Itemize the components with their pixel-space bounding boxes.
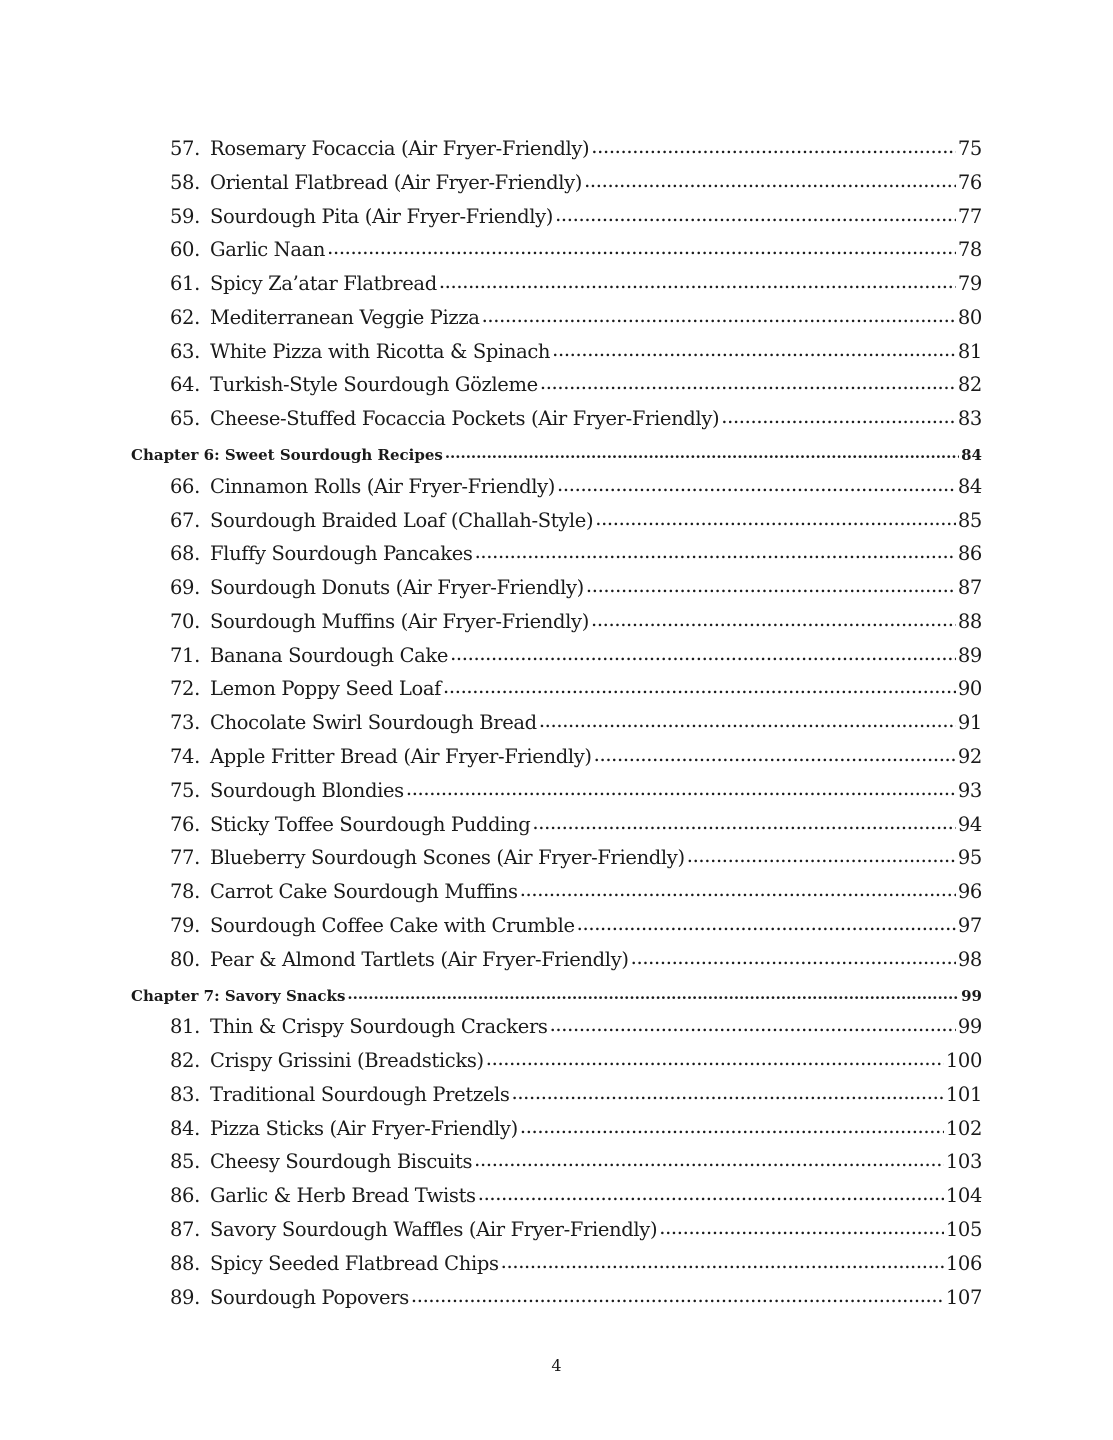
toc-page-number: 78 [957,238,982,262]
toc-entry-number: 58. [170,170,200,194]
toc-entry-number: 87. [170,1217,200,1241]
toc-page-number: 77 [957,204,982,228]
toc-entry[interactable] [170,871,982,903]
dot-leader [555,203,956,226]
toc-entry[interactable] [170,398,982,430]
dot-leader [327,236,956,259]
toc-entry[interactable] [170,331,982,363]
toc-chapter-heading[interactable] [131,432,982,464]
toc-entry-number: 88. [170,1251,200,1275]
toc-entry[interactable] [170,939,982,971]
toc-page-number: 85 [957,508,982,532]
dot-leader [520,1115,944,1138]
toc-entry-title: Spicy Za’atar Flatbread [210,272,437,296]
toc-entry-number: 69. [170,576,200,600]
toc-chapter-heading[interactable] [131,973,982,1005]
toc-entry-title: Pear & Almond Tartlets (Air Fryer-Friendly) [210,947,629,971]
toc-entry[interactable] [170,736,982,768]
toc-entry-number: 80. [170,947,200,971]
toc-entry-number: 57. [170,137,200,160]
page-number: 4 [551,1356,562,1375]
toc-entry-title: Spicy Seeded Flatbread Chips [210,1251,499,1275]
toc-page-number: 81 [957,339,982,363]
dot-leader [474,1148,944,1171]
toc-entry-title: Thin & Crispy Sourdough Crackers [210,1015,548,1039]
toc-entry-number: 70. [170,609,200,633]
dot-leader [591,135,956,158]
toc-page-number: 106 [945,1251,982,1275]
toc-entry[interactable] [170,466,982,498]
toc-entry-title: Sourdough Coffee Cake with Crumble [210,913,575,937]
dot-leader [406,777,956,800]
toc-entry-title: Oriental Flatbread (Air Fryer-Friendly) [210,170,583,194]
toc-entry-title: White Pizza with Ricotta & Spinach [210,339,551,363]
toc-entry[interactable] [170,500,982,532]
dot-leader [501,1250,944,1273]
toc-entry[interactable] [170,804,982,836]
toc-entry[interactable] [170,635,982,667]
toc-entry-number: 89. [170,1285,200,1309]
toc-entry-title: Sourdough Donuts (Air Fryer-Friendly) [210,576,584,600]
toc-entry-number: 81. [170,1015,200,1039]
toc-entry[interactable] [170,905,982,937]
toc-entry-title: Blueberry Sourdough Scones (Air Fryer-Friendly) [210,846,685,870]
toc-entry-title: Savory Sourdough Waffles (Air Fryer-Friendly) [210,1217,658,1241]
toc-chapter-title: Chapter 7: Savory Snacks [131,986,346,1005]
toc-page-number: 98 [957,947,982,971]
toc-entry[interactable] [170,364,982,396]
toc-page-number: 103 [945,1150,982,1174]
toc-entry[interactable] [170,668,982,700]
toc-entry-number: 65. [170,407,200,431]
toc-entry[interactable] [170,1175,982,1207]
toc-entry-title: Apple Fritter Bread (Air Fryer-Friendly) [210,745,592,769]
toc-entry-number: 59. [170,204,200,228]
toc-entry-number: 60. [170,238,200,262]
toc-page-number: 95 [957,846,982,870]
dot-leader [687,844,956,867]
toc-entry-title: Banana Sourdough Cake [210,643,449,667]
dot-leader [520,878,956,901]
toc-entry-number: 66. [170,474,200,498]
toc-page-number: 87 [957,576,982,600]
toc-page-number: 102 [945,1116,982,1140]
toc-entry[interactable] [170,1243,982,1275]
toc-entry-number: 82. [170,1049,200,1073]
dot-leader [539,709,956,732]
toc-entry-number: 71. [170,643,200,667]
dot-leader [511,1081,943,1104]
toc-entry-title: Mediterranean Veggie Pizza [210,305,480,329]
dot-leader [445,444,959,462]
toc-entry-title: Rosemary Focaccia (Air Fryer-Friendly) [210,137,590,160]
toc-entry-number: 73. [170,711,200,735]
toc-page-number: 97 [957,913,982,937]
toc-entry-title: Chocolate Swirl Sourdough Bread [210,711,537,735]
toc-entry[interactable] [170,1209,982,1241]
dot-leader [540,371,956,394]
toc-page-number: 84 [961,446,982,465]
toc-page-number: 76 [957,170,982,194]
dot-leader [411,1284,944,1307]
dot-leader [631,946,956,969]
toc-page-number: 99 [961,986,982,1005]
toc-entry-title: Garlic Naan [210,238,326,262]
toc-entry[interactable] [170,128,982,160]
toc-entry-title: Garlic & Herb Bread Twists [210,1184,476,1208]
dot-leader [721,405,956,428]
toc-entry[interactable] [170,837,982,869]
toc-entry-number: 61. [170,272,200,296]
dot-leader [586,574,956,597]
toc-entry-title: Cheesy Sourdough Biscuits [210,1150,473,1174]
toc-entry-number: 64. [170,373,200,397]
toc-entry[interactable] [170,702,982,734]
dot-leader [439,270,956,293]
toc-page-number: 105 [945,1217,982,1241]
toc-page-number: 90 [957,677,982,701]
toc-entry-number: 77. [170,846,200,870]
toc-entry[interactable] [170,229,982,261]
toc-entry[interactable] [170,1108,982,1140]
toc-entry-number: 83. [170,1082,200,1106]
dot-leader [659,1216,944,1239]
toc-entry-number: 84. [170,1116,200,1140]
toc-entry-number: 85. [170,1150,200,1174]
toc-page-number: 80 [957,305,982,329]
dot-leader [584,169,956,192]
toc-entry[interactable] [170,162,982,194]
toc-entry-title: Sourdough Blondies [210,778,404,802]
toc-entry[interactable] [170,1277,982,1309]
toc-page-number: 92 [957,745,982,769]
toc-page-number: 88 [957,609,982,633]
toc-entry-number: 76. [170,812,200,836]
toc-entry-title: Cinnamon Rolls (Air Fryer-Friendly) [210,474,556,498]
toc-entry-number: 62. [170,305,200,329]
toc-entry[interactable] [170,601,982,633]
dot-leader [595,507,956,530]
toc-page-number: 99 [957,1015,982,1039]
toc-entry-title: Sticky Toffee Sourdough Pudding [210,812,531,836]
toc-page-number: 84 [957,474,982,498]
toc-entry[interactable] [170,567,982,599]
dot-leader [591,608,956,631]
toc-entry[interactable] [170,196,982,228]
dot-leader [557,473,956,496]
toc-page-number: 107 [945,1285,982,1309]
toc-page-number: 93 [957,778,982,802]
toc-entry-number: 63. [170,339,200,363]
toc-entry-title: Crispy Grissini (Breadsticks) [210,1049,484,1073]
toc-page-number: 75 [957,137,982,160]
toc-page-number: 86 [957,542,982,566]
toc-entry-number: 78. [170,880,200,904]
toc-entry[interactable] [170,1006,982,1038]
toc-entry[interactable] [170,1074,982,1106]
toc-page-number: 94 [957,812,982,836]
toc-page-number: 83 [957,407,982,431]
dot-leader [594,743,956,766]
toc-entry[interactable] [170,533,982,565]
toc-entry-title: Pizza Sticks (Air Fryer-Friendly) [210,1116,518,1140]
toc-entry-number: 75. [170,778,200,802]
toc-entry-number: 74. [170,745,200,769]
toc-entry[interactable] [170,263,982,295]
toc-entry[interactable] [170,297,982,329]
dot-leader [577,912,956,935]
toc-entry[interactable] [170,770,982,802]
toc-entry[interactable] [170,1141,982,1173]
dot-leader [450,642,956,665]
dot-leader [550,1013,956,1036]
dot-leader [532,811,955,834]
toc-entry-title: Sourdough Popovers [210,1285,409,1309]
dot-leader [482,304,956,327]
dot-leader [347,985,959,1003]
toc-page-number: 101 [945,1082,982,1106]
toc-entry-title: Carrot Cake Sourdough Muffins [210,880,518,904]
dot-leader [475,540,956,563]
toc-entry-title: Lemon Poppy Seed Loaf [210,677,442,701]
toc-page-number: 104 [945,1184,982,1208]
toc-entry[interactable] [170,1040,982,1072]
toc-entry-title: Sourdough Pita (Air Fryer-Friendly) [210,204,554,228]
toc-entry-number: 68. [170,542,200,566]
toc-entry-number: 79. [170,913,200,937]
dot-leader [552,338,956,361]
toc-page-number: 91 [957,711,982,735]
toc-entry-title: Sourdough Muffins (Air Fryer-Friendly) [210,609,589,633]
toc-entry-number: 72. [170,677,200,701]
toc-page-number: 79 [957,272,982,296]
toc-page-number: 96 [957,880,982,904]
toc-entry-title: Sourdough Braided Loaf (Challah-Style) [210,508,594,532]
toc-entry-title: Cheese-Stuffed Focaccia Pockets (Air Fryer-Friendly) [210,407,720,431]
dot-leader [478,1182,944,1205]
toc-entry-number: 86. [170,1184,200,1208]
dot-leader [443,675,956,698]
toc-page-number: 100 [945,1049,982,1073]
toc-entry-title: Turkish-Style Sourdough Gözleme [210,373,538,397]
dot-leader [486,1047,944,1070]
toc-page-number: 89 [957,643,982,667]
toc-entry-title: Traditional Sourdough Pretzels [210,1082,510,1106]
toc-page-number: 82 [957,373,982,397]
toc-entry-title: Fluffy Sourdough Pancakes [210,542,473,566]
toc-chapter-title: Chapter 6: Sweet Sourdough Recipes [131,446,443,465]
toc-entry-number: 67. [170,508,200,532]
